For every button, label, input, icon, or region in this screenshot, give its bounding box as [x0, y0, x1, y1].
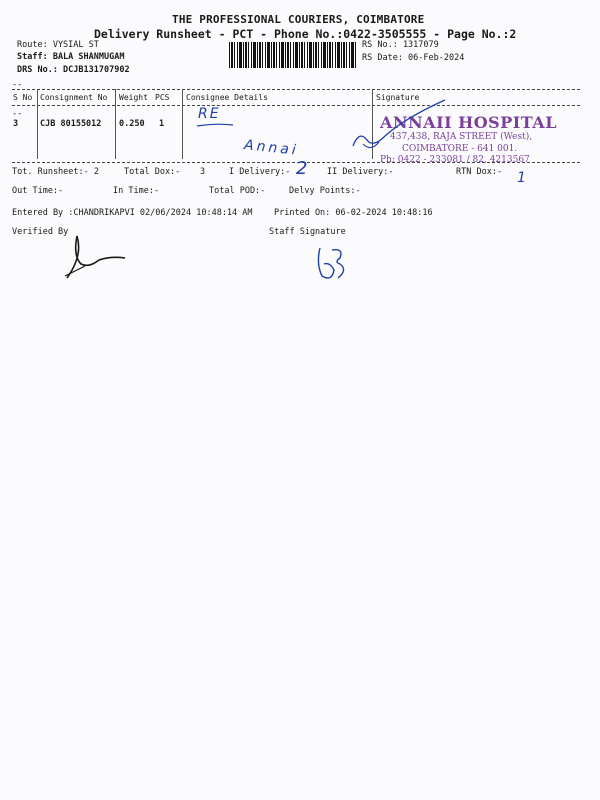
stamp-address: 437,438, RAJA STREET (West),: [390, 132, 533, 142]
col-weight: Weight: [119, 93, 148, 102]
rtn-dox-label: RTN Dox:-: [456, 167, 503, 177]
runsheet-title: Delivery Runsheet - PCT - Phone No.:0422-3505555 - Page No.:2: [94, 27, 517, 41]
col-sno: S No: [13, 93, 33, 102]
i-delivery-handwritten: 2: [296, 158, 308, 179]
staff-signature-label: Staff Signature: [269, 227, 346, 237]
drs-number: DRS No.: DCJB131707902: [17, 65, 130, 75]
i-delivery-label: I Delivery:-: [229, 167, 291, 177]
col-divider: [115, 89, 116, 159]
delvy-points: Delvy Points:-: [289, 186, 361, 196]
col-pcs: PCS: [155, 93, 170, 102]
rtn-handwritten: 1: [517, 170, 526, 186]
receiver-signature-icon: [345, 96, 455, 156]
entered-by: Entered By :CHANDRIKAPVI 02/06/2024 10:48:14 AM: [12, 208, 253, 218]
stamp-name: ANNAII HOSPITAL: [380, 113, 557, 132]
handwritten-consignee-name: Annai: [243, 137, 300, 159]
dash-marker-2: --: [12, 109, 23, 119]
row-consignment: CJB 80155012: [40, 119, 102, 129]
verifier-signature-icon: [55, 226, 130, 282]
out-time: Out Time:-: [12, 186, 64, 196]
underline-stroke: [195, 122, 235, 128]
table-header-rule: [12, 105, 580, 106]
company-name: THE PROFESSIONAL COURIERS, COIMBATORE: [172, 13, 425, 26]
col-consignment: Consignment No: [40, 93, 108, 102]
stamp-city: COIMBATORE - 641 001.: [402, 144, 518, 154]
col-divider: [182, 89, 183, 159]
dash-marker: --: [12, 80, 23, 90]
stamp-phone: Ph: 0422 - 233081 / 82, 4213567: [380, 155, 530, 165]
tot-runsheet: Tot. Runsheet:- 2: [12, 167, 99, 177]
barcode: [229, 42, 357, 68]
total-pod: Total POD:-: [209, 186, 266, 196]
printed-on: Printed On: 06-02-2024 10:48:16: [274, 208, 433, 218]
rs-date: RS Date: 06-Feb-2024: [362, 53, 465, 63]
verified-by: Verified By: [12, 227, 69, 237]
route-label: Route: VYSIAL ST: [17, 40, 99, 50]
row-sno: 3: [13, 119, 19, 129]
row-weight: 0.250: [119, 119, 145, 129]
total-dox-label: Total Dox:-: [124, 167, 181, 177]
handwritten-initial: RE: [198, 106, 221, 122]
staff-signature-icon: [310, 240, 355, 285]
table-top-rule: [12, 89, 580, 90]
rs-number: RS No.: 1317079: [362, 40, 439, 50]
ii-delivery-label: II Delivery:-: [327, 167, 394, 177]
col-divider: [37, 89, 38, 159]
in-time: In Time:-: [113, 186, 160, 196]
col-consignee: Consignee Details: [186, 93, 268, 102]
total-dox-value: 3: [200, 167, 206, 177]
col-signature: Signature: [376, 93, 420, 102]
staff-label: Staff: BALA SHANMUGAM: [17, 52, 125, 62]
row-pcs: 1: [159, 119, 165, 129]
